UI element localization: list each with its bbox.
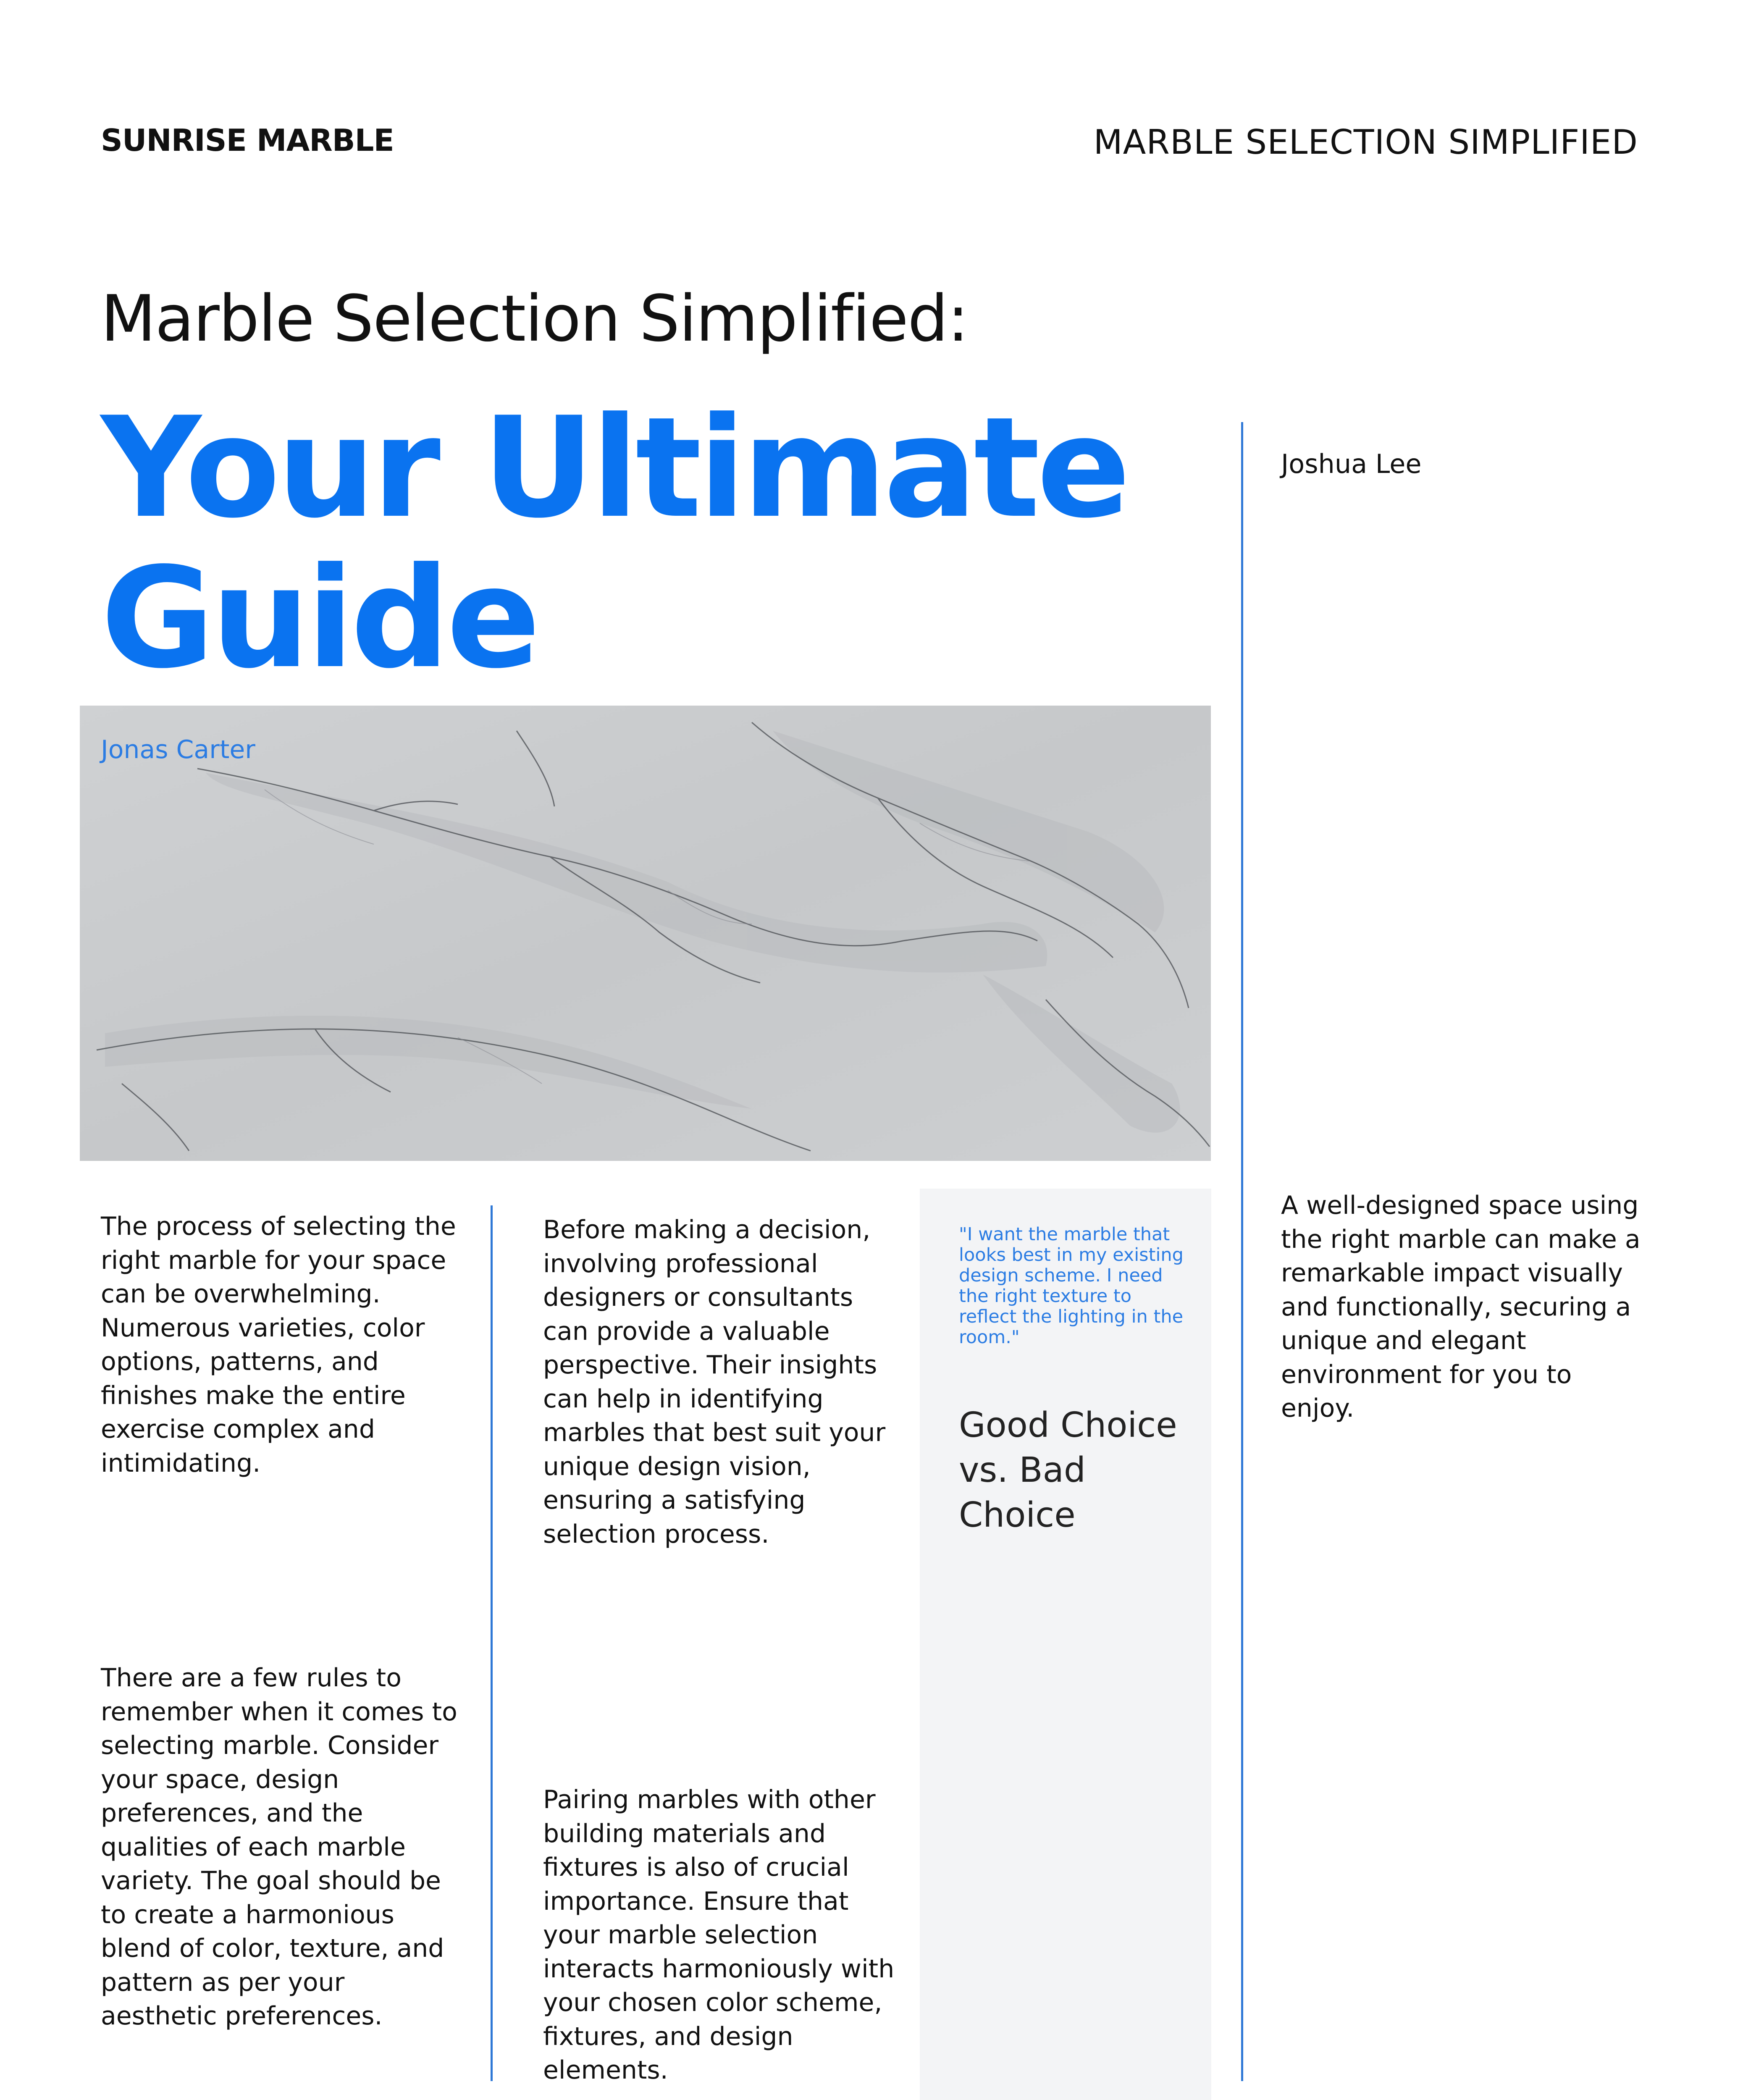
- col1-paragraph-2: There are a few rules to remember when it comes to selecting marble. Consider your space, design preferences, and the qualities of each marble variety. The goal should be to create a harmonious blend of color, texture, and pattern as per your aesthetic preferences.: [101, 1663, 457, 2031]
- col2-paragraph-2: Pairing marbles with other building materials and fixtures is also of crucial importance. Ensure that your marble selection interacts harmoniously with your chosen color scheme, fixtures, and design elements.: [543, 1785, 895, 2085]
- col1-paragraph-1: The process of selecting the right marble for your space can be overwhelming. Numerous varieties, color options, patterns, and finishes make the entire exercise complex and intimidating.: [101, 1212, 456, 1478]
- photo-caption: Jonas Carter: [101, 735, 255, 764]
- col2-paragraph-1: Before making a decision, involving professional designers or consultants can provide a valuable perspective. Their insights can help in identifying marbles that best suit your unique design vision, ensuring a satisfying selection process.: [543, 1215, 886, 1549]
- marble-photo: [80, 706, 1211, 1161]
- pull-quote: "I want the marble that looks best in my existing design scheme. I need the right texture to reflect the lighting in the room.": [959, 1224, 1184, 1348]
- brand-name: SUNRISE MARBLE: [101, 123, 394, 158]
- author-name: Joshua Lee: [1281, 449, 1422, 479]
- article-subtitle: Marble Selection Simplified:: [101, 281, 968, 356]
- column-divider-left: [491, 1205, 493, 2081]
- col4-paragraph-1: A well-designed space using the right marble can make a remarkable impact visually and functionally, securing a unique and elegant environment for you to enjoy.: [1281, 1191, 1641, 1423]
- article-title: Your Ultimate Guide: [101, 387, 1127, 699]
- running-title: MARBLE SELECTION SIMPLIFIED: [1093, 123, 1638, 162]
- callout-heading: Good Choice vs. Bad Choice: [959, 1405, 1177, 1535]
- column-divider-right: [1241, 422, 1243, 2081]
